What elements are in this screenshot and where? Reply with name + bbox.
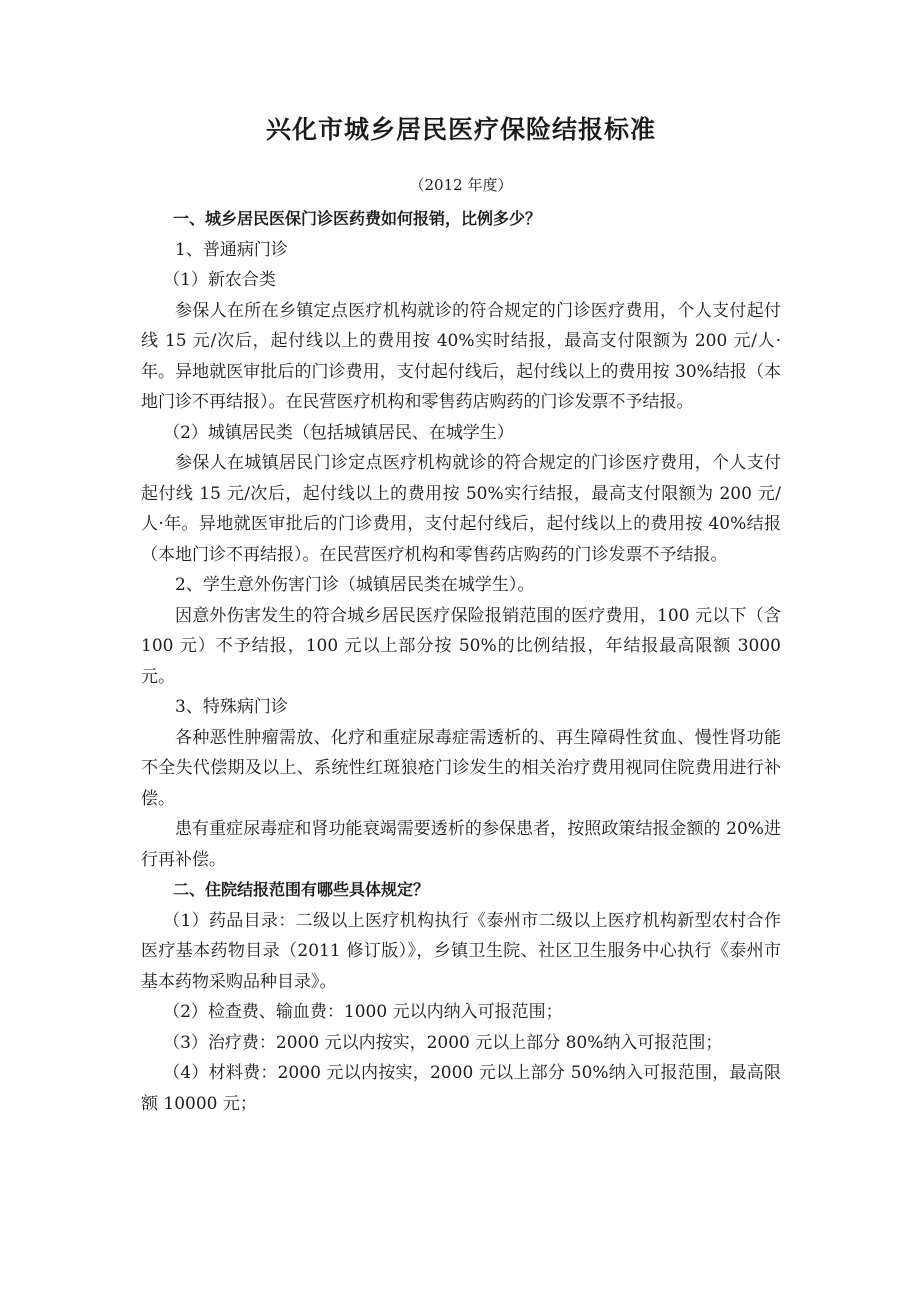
document-title: 兴化市城乡居民医疗保险结报标准 — [265, 115, 656, 144]
body-paragraph: 各种恶性肿瘤需放、化疗和重症尿毒症需透析的、再生障碍性贫血、慢性肾功能不全失代偿期及以上、系统性红斑狼疮门诊发生的相关治疗费用视同住院费用进行补偿。 — [141, 727, 781, 809]
list-item: （2）检查费、输血费：1000 元以内纳入可报范围； — [163, 1002, 563, 1022]
body-paragraph: 患有重症尿毒症和肾功能衰竭需要透析的参保患者，按照政策结报金额的 20%进行再补偿。 — [141, 819, 781, 870]
document-page — [141, 110, 781, 1119]
body-paragraph: 参保人在城镇居民门诊定点医疗机构就诊的符合规定的门诊医疗费用，个人支付起付线 15 元/次后，起付线以上的费用按 50%实行结报，最高支付限额为 200 元/人·年。异地就医审批后的门诊费用，支付起付线后，起付线以上的费用按 40%结报（本地门诊不再结报）。在民营医疗机构和零售药店购药的门诊发票不予结报。 — [141, 453, 781, 565]
list-item: （1）药品目录：二级以上医疗机构执行《泰州市二级以上医疗机构新型农村合作医疗基本药物目录（2011 修订版）》，乡镇卫生院、社区卫生服务中心执行《泰州市基本药物采购品种目录》。 — [141, 910, 781, 992]
list-item: （4）材料费：2000 元以内按实，2000 元以上部分 50%纳入可报范围，最高限额 10000 元； — [141, 1063, 781, 1114]
sub-item-heading: （2）城镇居民类（包括城镇居民、在城学生） — [163, 422, 514, 443]
subsection-heading: 3、特殊病门诊 — [175, 697, 288, 717]
section-heading-2: 二、住院结报范围有哪些具体规定？ — [173, 880, 430, 899]
list-item: （3）治疗费：2000 元以内按实，2000 元以上部分 80%纳入可报范围； — [163, 1032, 723, 1053]
document-year: （2012 年度） — [409, 176, 513, 194]
sub-item-heading: （1）新农合类 — [163, 270, 276, 290]
subsection-heading: 2、学生意外伤害门诊（城镇居民类在城学生）。 — [175, 575, 535, 595]
body-paragraph: 因意外伤害发生的符合城乡居民医疗保险报销范围的医疗费用，100 元以下（含 100 元）不予结报，100 元以上部分按 50%的比例结报，年结报最高限额 3000 元。 — [141, 605, 781, 687]
body-paragraph: 参保人在所在乡镇定点医疗机构就诊的符合规定的门诊医疗费用，个人支付起付线 15 元/次后，起付线以上的费用按 40%实时结报，最高支付限额为 200 元/人·年。异地就医审批后的门诊费用，支付起付线后，起付线以上的费用按 30%结报（本地门诊不再结报）。在民营医疗机构和零售药店购药的门诊发票不予结报。 — [141, 300, 781, 412]
subsection-heading: 1、普通病门诊 — [175, 239, 288, 260]
section-heading-1: 一、城乡居民医保门诊医药费如何报销，比例多少？ — [173, 209, 542, 228]
